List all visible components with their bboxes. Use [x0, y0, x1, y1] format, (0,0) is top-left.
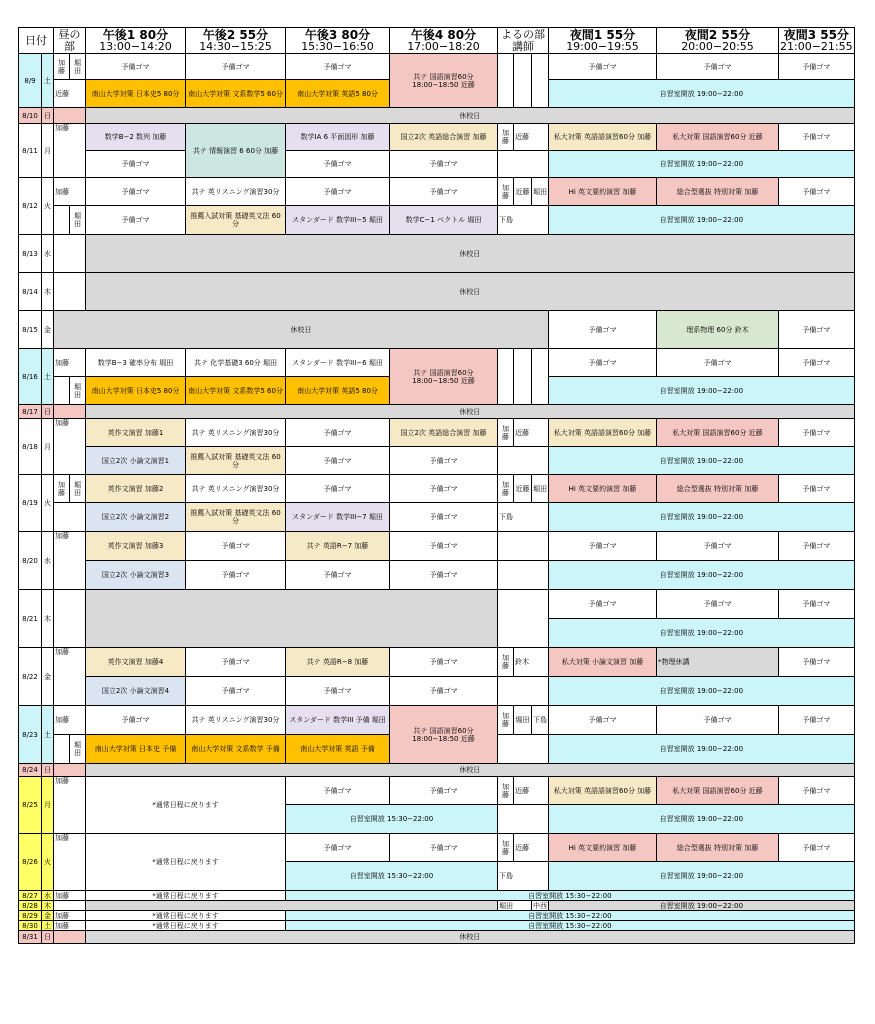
class-cell: 予備ゴマ — [86, 54, 186, 80]
teacher-cell: 加藤 — [54, 891, 86, 901]
class-cell: 自習室開放 19:00−22:00 — [549, 735, 855, 764]
holiday-cell: 休校日 — [86, 764, 855, 777]
teacher-cell: 加藤 — [498, 777, 514, 805]
class-cell: 自習室開放 19:00−22:00 — [549, 619, 855, 648]
teacher-cell: 堀田 — [532, 178, 549, 206]
class-cell: 共テ 英リスニング演習30分 — [186, 419, 286, 447]
class-cell: 国立2次 小論文演習2 — [86, 503, 186, 532]
class-cell: 予備ゴマ — [286, 677, 390, 706]
date-cell: 8/12 — [19, 178, 42, 235]
teacher-cell: 近藤 — [54, 80, 86, 108]
teacher-cell: 堀田 — [70, 735, 86, 764]
day-cell: 木 — [42, 901, 54, 911]
class-cell: 数学C−1 ベクトル 堀田 — [390, 206, 498, 235]
class-cell: 予備ゴマ — [286, 178, 390, 206]
row-0820b — [19, 561, 855, 590]
class-cell: 共テ 化学基礎3 60分 堀田 — [186, 349, 286, 377]
class-cell: 南山大学対策 英語5 80分 — [286, 80, 390, 108]
row-0810 — [19, 108, 855, 124]
class-cell: スタンダード 数学III−7 堀田 — [286, 503, 390, 532]
class-cell: 予備ゴマ — [779, 532, 855, 561]
teacher-cell: 加藤 — [54, 834, 86, 891]
teacher-cell: 加藤 — [54, 706, 86, 735]
class-cell: 予備ゴマ — [286, 561, 390, 590]
class-cell: 自習室開放 15:30−22:00 — [286, 805, 498, 834]
holiday-cell: 休校日 — [86, 235, 855, 273]
teacher-cell: 堀田 — [514, 706, 532, 735]
class-cell: 予備ゴマ — [286, 834, 390, 862]
class-cell: 英作文演習 加藤2 — [86, 475, 186, 503]
teacher-cell: 加藤 — [54, 921, 86, 931]
day-cell: 日 — [42, 931, 54, 944]
date-cell: 8/18 — [19, 419, 42, 475]
class-cell: 自習室開放 19:00−22:00 — [549, 561, 855, 590]
notice-cell: *通常日程に戻ります — [86, 921, 286, 931]
row-0827 — [19, 891, 855, 901]
class-cell: 予備ゴマ — [390, 532, 498, 561]
class-cell: 共テ 国語演習60分 18:00−18:50 近藤 — [390, 706, 498, 764]
class-cell: 自習室開放 15:30−22:00 — [286, 921, 855, 931]
row-0817 — [19, 405, 855, 419]
teacher-cell: 中西 — [533, 901, 547, 910]
class-cell: 予備ゴマ — [779, 419, 855, 447]
header-n1: 夜間1 55分 19:00−19:55 — [549, 28, 657, 54]
class-cell: 南山大学対策 文系数学5 60分 — [186, 377, 286, 405]
class-cell: 私大対策 小論文演習 加藤 — [549, 648, 657, 677]
row-0809a — [19, 54, 855, 80]
class-cell: 数学IA 6 平面図形 加藤 — [286, 124, 390, 151]
class-cell: 予備ゴマ — [286, 151, 390, 178]
class-cell: 国立2次 小論文演習3 — [86, 561, 186, 590]
class-cell: 私大対策 英語語演習60分 加藤 — [549, 124, 657, 151]
class-cell: 推薦入試対策 基礎英文法 60分 — [186, 447, 286, 475]
holiday-cell: 休校日 — [86, 273, 855, 311]
class-cell: 南山大学対策 日本史5 80分 — [86, 80, 186, 108]
date-cell: 8/9 — [19, 54, 42, 108]
class-cell: 予備ゴマ — [390, 648, 498, 677]
class-cell: 予備ゴマ — [86, 151, 186, 178]
class-cell: 自習室開放 19:00−22:00 — [549, 447, 855, 475]
class-cell: 南山大学対策 文系数学 予備 — [186, 735, 286, 764]
day-cell: 火 — [42, 178, 54, 235]
day-cell: 月 — [42, 777, 54, 834]
class-cell: 予備ゴマ — [390, 151, 498, 178]
class-cell: 予備ゴマ — [549, 349, 657, 377]
day-cell: 月 — [42, 124, 54, 178]
date-cell: 8/10 — [19, 108, 42, 124]
class-cell: 自習室開放 19:00−22:00 — [549, 677, 855, 706]
teacher-cell: 下島 — [498, 862, 549, 891]
class-cell: 国立2次 小論文演習1 — [86, 447, 186, 475]
class-cell: 予備ゴマ — [390, 834, 498, 862]
teacher-cell: 堀田 — [498, 901, 532, 911]
row-0815 — [19, 311, 855, 349]
class-cell: *物理休講 — [657, 648, 779, 677]
holiday-cell: 休校日 — [86, 108, 855, 124]
row-0828 — [19, 901, 855, 911]
holiday-cell: 休校日 — [86, 931, 855, 944]
class-cell: 予備ゴマ — [390, 561, 498, 590]
class-cell: 数学B−3 確率分布 堀田 — [86, 349, 186, 377]
teacher-cell: 下島 — [532, 706, 549, 735]
class-cell: 推薦入試対策 基礎英文法 60分 — [186, 206, 286, 235]
date-cell: 8/26 — [19, 834, 42, 891]
teacher-cell: 加藤 — [54, 911, 86, 921]
class-cell: 予備ゴマ — [549, 590, 657, 619]
class-cell: 総合型選抜 特別対策 加藤 — [657, 834, 779, 862]
class-cell: 共テ 国語演習60分 18:00−18:50 近藤 — [390, 349, 498, 405]
class-cell: 自習室開放 15:30−22:00 — [286, 862, 498, 891]
class-cell: 予備ゴマ — [86, 178, 186, 206]
header-p1: 午後1 80分 13:00−14:20 — [86, 28, 186, 54]
row-0825a — [19, 777, 855, 805]
class-cell: 私大対策 英語語演習60分 加藤 — [549, 777, 657, 805]
class-cell: 南山大学対策 日本史 予備 — [86, 735, 186, 764]
date-cell: 8/24 — [19, 764, 42, 777]
row-0826a — [19, 834, 855, 862]
class-cell: 総合型選抜 特別対策 加藤 — [657, 475, 779, 503]
header-p2: 午後2 55分 14:30−15:25 — [186, 28, 286, 54]
row-0814 — [19, 273, 855, 311]
teacher-cell: 堀田 — [70, 377, 86, 405]
row-0813 — [19, 235, 855, 273]
class-cell: 予備ゴマ — [549, 54, 657, 80]
holiday-cell: 休校日 — [86, 405, 855, 419]
class-cell: 予備ゴマ — [657, 349, 779, 377]
day-cell: 日 — [42, 108, 54, 124]
schedule-table — [18, 27, 855, 944]
holiday-cell: 休校日 — [54, 311, 549, 349]
class-cell: 予備ゴマ — [779, 54, 855, 80]
teacher-cell — [532, 54, 549, 108]
row-0819b — [19, 503, 855, 532]
class-cell: 総合型選抜 特別対策 加藤 — [657, 178, 779, 206]
day-cell: 火 — [42, 475, 54, 532]
class-cell: 自習室開放 19:00−22:00 — [549, 80, 855, 108]
class-cell: 予備ゴマ — [390, 447, 498, 475]
teacher-cell — [498, 54, 514, 108]
class-cell: 共テ 英語R−7 加藤 — [286, 532, 390, 561]
class-cell: 予備ゴマ — [549, 311, 657, 349]
class-cell: 予備ゴマ — [86, 706, 186, 735]
class-cell: 予備ゴマ — [390, 677, 498, 706]
row-0811a — [19, 124, 855, 151]
date-cell: 8/17 — [19, 405, 42, 419]
day-cell: 水 — [42, 235, 54, 273]
day-cell: 火 — [42, 834, 54, 891]
class-cell: 英作文演習 加藤1 — [86, 419, 186, 447]
teacher-cell: 加藤 — [498, 834, 514, 862]
teacher-cell: 加藤 — [498, 419, 514, 447]
class-cell: 予備ゴマ — [390, 777, 498, 805]
row-0829 — [19, 911, 855, 921]
class-cell: 共テ 英リスニング演習30分 — [186, 178, 286, 206]
class-cell: 自習室開放 19:00−22:00 — [549, 151, 855, 178]
row-0823a — [19, 706, 855, 735]
class-cell: スタンダード 数学III−6 堀田 — [286, 349, 390, 377]
class-cell: 共テ 国語演習60分 18:00−18:50 近藤 — [390, 54, 498, 108]
date-cell: 8/19 — [19, 475, 42, 532]
day-cell: 金 — [42, 911, 54, 921]
row-0824 — [19, 764, 855, 777]
class-cell: 自習室開放 19:00−22:00 — [549, 503, 855, 532]
row-0822a — [19, 648, 855, 677]
row-0822b — [19, 677, 855, 706]
class-cell: Hi 英文要約演習 加藤 — [549, 475, 657, 503]
class-cell: 予備ゴマ — [779, 475, 855, 503]
day-cell: 木 — [42, 590, 54, 648]
teacher-cell: 加藤 — [54, 475, 70, 503]
class-cell: 予備ゴマ — [286, 475, 390, 503]
class-cell: スタンダード 数学III−5 堀田 — [286, 206, 390, 235]
date-cell: 8/27 — [19, 891, 42, 901]
teacher-cell: 加藤 — [54, 124, 86, 178]
day-cell: 金 — [42, 311, 54, 349]
class-cell: 予備ゴマ — [186, 561, 286, 590]
class-cell: 予備ゴマ — [186, 648, 286, 677]
date-cell: 8/29 — [19, 911, 42, 921]
class-cell: 予備ゴマ — [286, 447, 390, 475]
class-cell: 自習室開放 19:00−22:00 — [549, 901, 855, 911]
teacher-cell: 堀田 — [70, 54, 86, 80]
teacher-cell: 堀田 — [532, 475, 549, 503]
row-0830 — [19, 921, 855, 931]
class-cell: 南山大学対策 日本史5 80分 — [86, 377, 186, 405]
class-cell: 予備ゴマ — [549, 532, 657, 561]
row-0818b — [19, 447, 855, 475]
class-cell: 予備ゴマ — [779, 590, 855, 619]
header-n3: 夜間3 55分 21:00−21:55 — [780, 27, 853, 53]
class-cell: 予備ゴマ — [779, 648, 855, 677]
class-cell: 南山大学対策 英語 予備 — [286, 735, 390, 764]
class-cell: 予備ゴマ — [657, 54, 779, 80]
teacher-cell: 近藤 — [514, 777, 549, 805]
class-cell: 予備ゴマ — [657, 706, 779, 735]
day-cell: 金 — [42, 648, 54, 706]
class-cell: 予備ゴマ — [779, 777, 855, 805]
header-p3: 午後3 80分 15:30−16:50 — [286, 28, 390, 54]
teacher-cell: 堀田 — [70, 475, 86, 503]
row-0816a — [19, 349, 855, 377]
class-cell: 予備ゴマ — [779, 311, 855, 349]
class-cell: 共テ 英リスニング演習30分 — [186, 706, 286, 735]
class-cell: 国立2次 英語総合演習 加藤 — [390, 419, 498, 447]
teacher-cell: 加藤 — [54, 178, 86, 206]
date-cell: 8/22 — [19, 648, 42, 706]
row-0818a — [19, 419, 855, 447]
row-0812a — [19, 178, 855, 206]
class-cell: 予備ゴマ — [186, 532, 286, 561]
class-cell: スタンダード 数学III 予備 堀田 — [286, 706, 390, 735]
class-cell: 共テ 情報演習 6 60分 加藤 — [186, 124, 286, 178]
class-cell: 予備ゴマ — [86, 206, 186, 235]
teacher-cell: 堀田 — [70, 206, 86, 235]
teacher-cell: 加藤 — [498, 178, 514, 206]
day-cell: 水 — [42, 891, 54, 901]
class-cell: 予備ゴマ — [286, 419, 390, 447]
class-cell: 自習室開放 19:00−22:00 — [549, 206, 855, 235]
class-cell: 予備ゴマ — [779, 834, 855, 862]
day-cell: 日 — [42, 764, 54, 777]
class-cell: Hi 英文要約演習 加藤 — [549, 178, 657, 206]
class-cell: 英作文演習 加藤3 — [86, 532, 186, 561]
day-cell: 水 — [42, 532, 54, 590]
day-cell: 土 — [42, 349, 54, 405]
teacher-cell: 加藤 — [54, 54, 70, 80]
date-cell: 8/11 — [19, 124, 42, 178]
class-cell: 国立2次 英語総合演習 加藤 — [390, 124, 498, 151]
class-cell: 英作文演習 加藤4 — [86, 648, 186, 677]
day-cell: 土 — [42, 706, 54, 764]
date-cell: 8/23 — [19, 706, 42, 764]
class-cell: 予備ゴマ — [186, 54, 286, 80]
teacher-cell: 近藤 — [514, 834, 549, 862]
class-cell: 予備ゴマ — [657, 532, 779, 561]
header-p4: 午後4 80分 17:00−18:20 — [390, 28, 498, 54]
notice-cell: *通常日程に戻ります — [86, 834, 286, 891]
row-0831 — [19, 931, 855, 944]
class-cell: 私大対策 英語語演習60分 加藤 — [549, 419, 657, 447]
teacher-cell: 加藤 — [498, 648, 514, 677]
day-cell: 木 — [42, 273, 54, 311]
class-cell: 予備ゴマ — [186, 677, 286, 706]
class-cell: 自習室開放 19:00−22:00 — [549, 377, 855, 405]
class-cell: 推薦入試対策 基礎英文法 60分 — [186, 503, 286, 532]
class-cell: 数学B−2 数列 加藤 — [86, 124, 186, 151]
day-cell: 土 — [42, 54, 54, 108]
class-cell: 予備ゴマ — [779, 349, 855, 377]
class-cell: 予備ゴマ — [779, 178, 855, 206]
teacher-cell: 鈴木 — [514, 648, 549, 677]
row-0812b — [19, 206, 855, 235]
class-cell: 私大対策 国語演習60分 近藤 — [657, 124, 779, 151]
class-cell: 予備ゴマ — [390, 503, 498, 532]
class-cell: 共テ 英語R−8 加藤 — [286, 648, 390, 677]
row-0811b — [19, 151, 855, 178]
header-day-period: 昼の部 — [54, 28, 86, 54]
teacher-cell: 近藤 — [514, 419, 549, 447]
row-0819a — [19, 475, 855, 503]
day-cell: 月 — [42, 419, 54, 475]
class-cell: 共テ 英リスニング演習30分 — [186, 475, 286, 503]
teacher-cell: 下島 — [498, 206, 549, 235]
class-cell: 国立2次 小論文演習4 — [86, 677, 186, 706]
class-cell: 南山大学対策 英語5 80分 — [286, 377, 390, 405]
teacher-cell: 加藤 — [498, 475, 514, 503]
teacher-cell: 加藤 — [498, 706, 514, 735]
date-cell: 8/13 — [19, 235, 42, 273]
date-cell: 8/31 — [19, 931, 42, 944]
row-0820a — [19, 532, 855, 561]
class-cell: 予備ゴマ — [286, 54, 390, 80]
header-row — [19, 28, 855, 54]
header-n2: 夜間2 55分 20:00−20:55 — [657, 28, 779, 54]
teacher-cell: 加藤 — [54, 777, 86, 834]
class-cell: 自習室開放 15:30−22:00 — [286, 911, 855, 921]
class-cell: 予備ゴマ — [286, 777, 390, 805]
class-cell: 予備ゴマ — [390, 178, 498, 206]
class-cell: 自習室開放 19:00−22:00 — [549, 805, 855, 834]
teacher-cell — [514, 54, 532, 108]
notice-cell: *通常日程に戻ります — [86, 891, 286, 901]
class-cell: 自習室開放 15:30−22:00 — [286, 891, 855, 901]
teacher-cell: 加藤 — [54, 419, 86, 475]
teacher-cell: 加藤 — [54, 648, 86, 706]
class-cell: 私大対策 国語演習60分 近藤 — [657, 777, 779, 805]
class-cell: 南山大学対策 文系数学5 60分 — [186, 80, 286, 108]
row-0821a — [19, 590, 855, 619]
class-cell: 自習室開放 19:00−22:00 — [549, 862, 855, 891]
day-cell: 土 — [42, 921, 54, 931]
date-cell: 8/14 — [19, 273, 42, 311]
date-cell: 8/28 — [19, 901, 42, 911]
header-date: 日付 — [19, 28, 54, 54]
teacher-cell: 加藤 — [54, 349, 86, 377]
class-cell: 予備ゴマ — [779, 124, 855, 151]
notice-cell: *通常日程に戻ります — [86, 911, 286, 921]
class-cell: 予備ゴマ — [390, 475, 498, 503]
teacher-cell: 近藤 — [514, 475, 532, 503]
teacher-cell: 下島 — [498, 503, 549, 532]
date-cell: 8/15 — [19, 311, 42, 349]
date-cell: 8/21 — [19, 590, 42, 648]
teacher-cell: 近藤 — [514, 124, 549, 151]
class-cell: 理系物理 60分 鈴木 — [657, 311, 779, 349]
teacher-cell: 近藤 — [514, 178, 532, 206]
day-cell: 日 — [42, 405, 54, 419]
teacher-cell: 加藤 — [54, 532, 86, 590]
date-cell: 8/16 — [19, 349, 42, 405]
date-cell: 8/30 — [19, 921, 42, 931]
date-cell: 8/25 — [19, 777, 42, 834]
header-evening: よるの部 講師 — [498, 28, 549, 54]
class-cell: 予備ゴマ — [779, 706, 855, 735]
date-cell: 8/20 — [19, 532, 42, 590]
class-cell: 予備ゴマ — [657, 590, 779, 619]
class-cell: 予備ゴマ — [549, 706, 657, 735]
notice-cell: *通常日程に戻ります — [86, 777, 286, 834]
class-cell: Hi 英文要約演習 加藤 — [549, 834, 657, 862]
class-cell: 私大対策 国語演習60分 近藤 — [657, 419, 779, 447]
teacher-cell: 加藤 — [498, 124, 514, 151]
